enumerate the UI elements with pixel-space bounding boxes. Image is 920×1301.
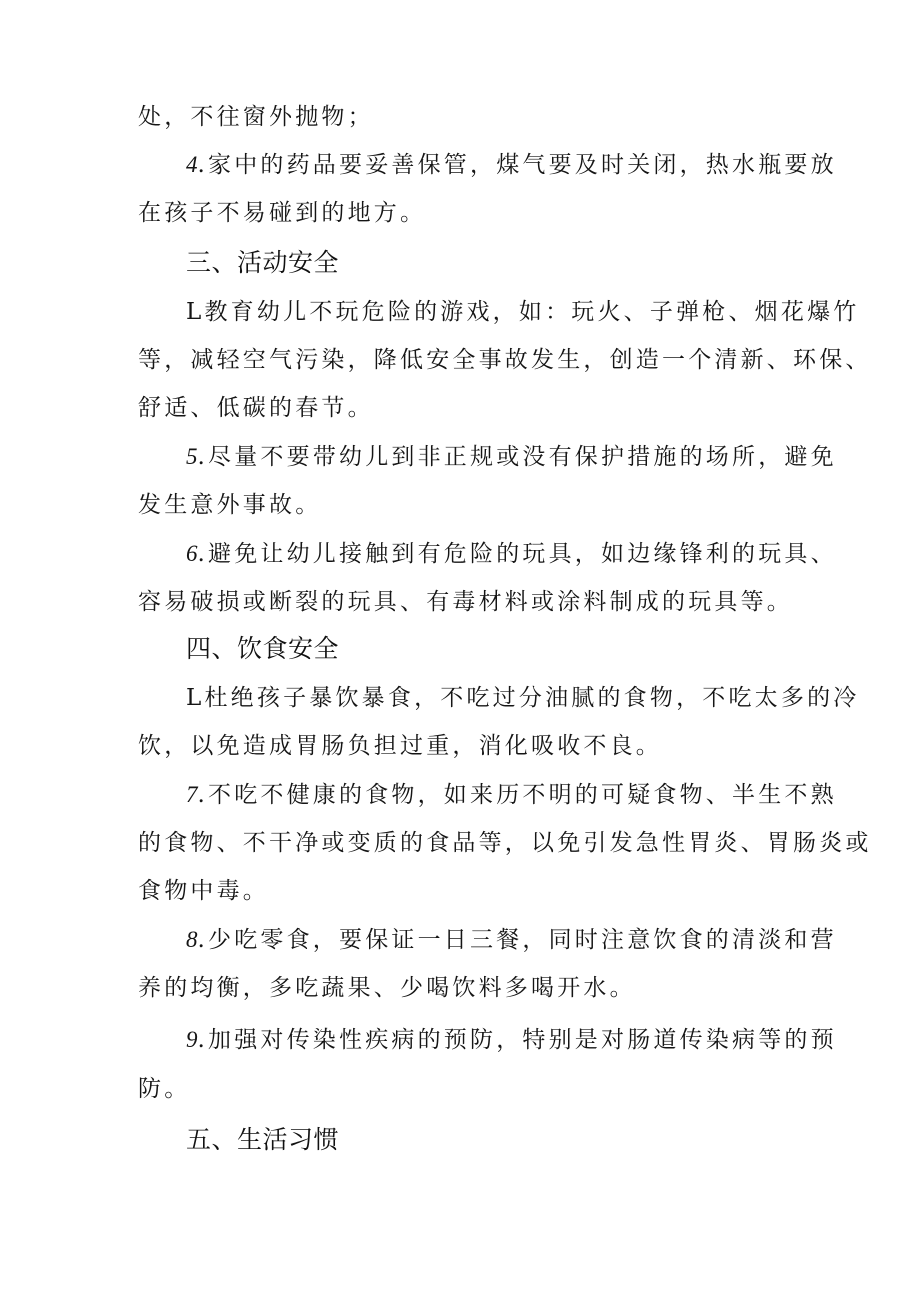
list-item-9-line xyxy=(186,1024,837,1056)
section-heading-activity-safety: 三、活动安全 xyxy=(186,248,340,277)
text-line: .避免让幼儿接触到有危险的玩具，如边缘锋利的玩具、 xyxy=(197,541,837,567)
text-line: .加强对传染性疾病的预防，特别是对肠道传染病等的预 xyxy=(197,1027,837,1053)
text-line: 饮，以免造成胃肠负担过重，消化吸收不良。 xyxy=(138,733,662,759)
list-item-4-line xyxy=(186,149,837,181)
list-item-5-line xyxy=(186,441,837,473)
text-line: L杜绝孩子暴饮暴食，不吃过分油腻的食物，不吃太多的冷 xyxy=(186,685,860,711)
text-line: 食物中毒。 xyxy=(138,878,269,904)
item-number: 8 xyxy=(186,927,198,952)
text-line: 等，减轻空气污染，降低安全事故发生，创造一个清新、环保、 xyxy=(138,347,872,373)
text-line: 舒适、低碳的春节。 xyxy=(138,395,374,421)
item-number: 9 xyxy=(186,1027,198,1052)
text-line: .不吃不健康的食物，如来历不明的可疑食物、半生不熟 xyxy=(197,782,837,808)
text-line: L教育幼儿不玩危险的游戏，如：玩火、子弹枪、烟花爆竹 xyxy=(186,299,860,325)
text-line: 发生意外事故。 xyxy=(138,492,322,518)
item-number: 6 xyxy=(186,541,198,566)
section-heading-living-habits: 五、生活习惯 xyxy=(186,1125,340,1154)
text-line: .尽量不要带幼儿到非正规或没有保护措施的场所，避免 xyxy=(197,444,837,470)
text-line: 的食物、不干净或变质的食品等，以免引发急性胃炎、胃肠炎或 xyxy=(138,830,872,856)
item-number: 4 xyxy=(186,152,198,177)
text-line: 容易破损或断裂的玩具、有毒材料或涂料制成的玩具等。 xyxy=(138,589,793,615)
list-item-7-line xyxy=(186,779,837,811)
item-number: 5 xyxy=(186,444,198,469)
text-line: .家中的药品要妥善保管，煤气要及时关闭，热水瓶要放 xyxy=(197,152,837,178)
list-item-6-line xyxy=(186,538,837,570)
text-line: 养的均衡，多吃蔬果、少喝饮料多喝开水。 xyxy=(138,975,636,1001)
text-line: 在孩子不易碰到的地方。 xyxy=(138,200,427,226)
text-line: .少吃零食，要保证一日三餐，同时注意饮食的清淡和营 xyxy=(197,927,837,953)
item-number: 7 xyxy=(186,782,198,807)
text-line: 处，不往窗外抛物； xyxy=(138,104,374,130)
text-line: 防。 xyxy=(138,1076,191,1102)
section-heading-diet-safety: 四、饮食安全 xyxy=(186,634,340,663)
list-item-8-line xyxy=(186,924,837,956)
